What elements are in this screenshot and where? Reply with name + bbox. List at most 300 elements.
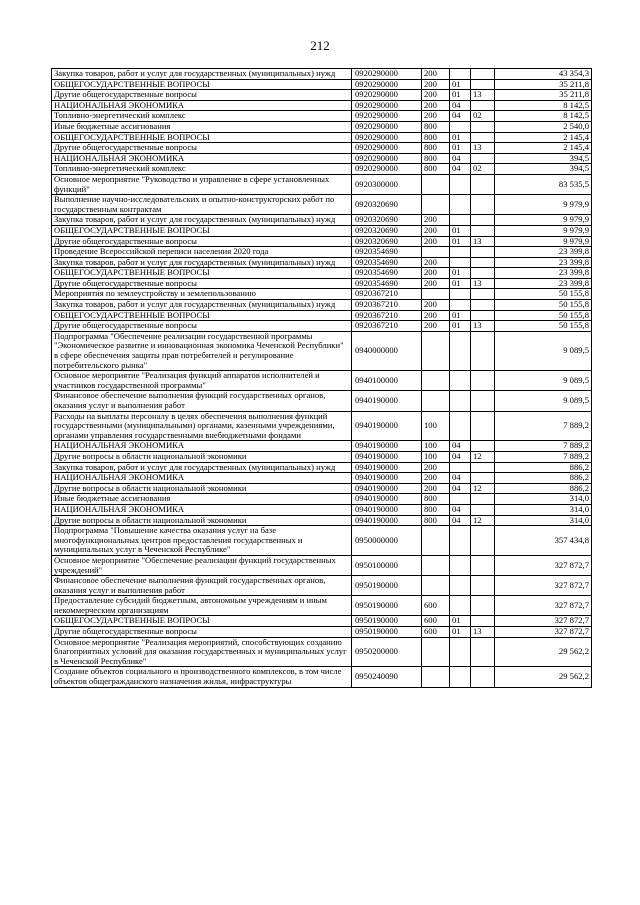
row-code: 0920290000 xyxy=(352,69,422,80)
row-subsection: 13 xyxy=(471,627,495,638)
row-subsection: 12 xyxy=(471,483,495,494)
row-name: НАЦИОНАЛЬНАЯ ЭКОНОМИКА xyxy=(52,473,352,484)
table-row xyxy=(52,627,592,638)
row-section: 04 xyxy=(450,451,471,462)
table-row xyxy=(52,225,592,236)
row-expense-type: 600 xyxy=(422,616,450,627)
row-subsection xyxy=(471,215,495,226)
row-name: ОБЩЕГОСУДАРСТВЕННЫЕ ВОПРОСЫ xyxy=(52,225,352,236)
row-code: 0940190000 xyxy=(352,483,422,494)
row-subsection xyxy=(471,526,495,556)
table-row xyxy=(52,667,592,687)
row-amount: 886,2 xyxy=(495,473,592,484)
row-code: 0950240090 xyxy=(352,667,422,687)
row-subsection: 13 xyxy=(471,143,495,154)
row-section: 04 xyxy=(450,100,471,111)
row-section: 04 xyxy=(450,515,471,526)
row-expense-type xyxy=(422,247,450,258)
row-expense-type: 200 xyxy=(422,257,450,268)
row-section xyxy=(450,195,471,215)
row-section: 04 xyxy=(450,153,471,164)
row-amount: 23 399,8 xyxy=(495,278,592,289)
row-name: Выполнение научно-исследовательских и опытно-конструкторских работ по государственным контрактам xyxy=(52,195,352,215)
table-row xyxy=(52,504,592,515)
row-subsection xyxy=(471,616,495,627)
row-amount: 9 089,5 xyxy=(495,371,592,391)
table-row xyxy=(52,494,592,505)
row-amount: 83 535,5 xyxy=(495,174,592,194)
row-subsection: 13 xyxy=(471,321,495,332)
row-expense-type: 200 xyxy=(422,225,450,236)
row-name: НАЦИОНАЛЬНАЯ ЭКОНОМИКА xyxy=(52,153,352,164)
table-row xyxy=(52,111,592,122)
table-row xyxy=(52,596,592,616)
row-amount: 327 872,7 xyxy=(495,616,592,627)
table-row xyxy=(52,331,592,370)
row-code: 0950000000 xyxy=(352,526,422,556)
row-section: 01 xyxy=(450,616,471,627)
row-code: 0950190000 xyxy=(352,616,422,627)
row-amount: 8 142,5 xyxy=(495,100,592,111)
table-row xyxy=(52,310,592,321)
table-row xyxy=(52,515,592,526)
table-row xyxy=(52,576,592,596)
row-section xyxy=(450,667,471,687)
row-code: 0920290000 xyxy=(352,111,422,122)
row-section xyxy=(450,174,471,194)
row-section: 01 xyxy=(450,143,471,154)
row-section xyxy=(450,411,471,441)
row-expense-type: 200 xyxy=(422,310,450,321)
row-amount: 9 089,5 xyxy=(495,391,592,411)
row-section: 01 xyxy=(450,321,471,332)
row-section xyxy=(450,462,471,473)
row-name: Финансовое обеспечение выполнения функций государственных органов, оказания услуг и выполнения работ xyxy=(52,576,352,596)
row-subsection: 13 xyxy=(471,90,495,101)
row-subsection xyxy=(471,300,495,311)
row-section xyxy=(450,526,471,556)
row-code: 0920320690 xyxy=(352,236,422,247)
row-subsection xyxy=(471,121,495,132)
row-amount: 35 211,8 xyxy=(495,79,592,90)
row-expense-type: 800 xyxy=(422,143,450,154)
page-number: 212 xyxy=(310,38,330,53)
row-name: Закупка товаров, работ и услуг для государственных (муниципальных) нужд xyxy=(52,462,352,473)
row-expense-type: 200 xyxy=(422,321,450,332)
table-row xyxy=(52,441,592,452)
table-row xyxy=(52,257,592,268)
table-row xyxy=(52,391,592,411)
row-section: 01 xyxy=(450,236,471,247)
row-amount: 9 979,9 xyxy=(495,195,592,215)
row-name: Расходы на выплаты персоналу в целях обеспечения выполнения функций государственными (муниципальными) органами, казенными учреждениями, органами управления государственными внебюджетными фондами xyxy=(52,411,352,441)
row-name: Закупка товаров, работ и услуг для государственных (муниципальных) нужд xyxy=(52,300,352,311)
row-code: 0940100000 xyxy=(352,371,422,391)
row-code: 0920290000 xyxy=(352,153,422,164)
row-section xyxy=(450,494,471,505)
row-expense-type xyxy=(422,667,450,687)
table-row xyxy=(52,143,592,154)
row-subsection: 13 xyxy=(471,278,495,289)
row-section: 04 xyxy=(450,473,471,484)
table-row xyxy=(52,132,592,143)
row-name: НАЦИОНАЛЬНАЯ ЭКОНОМИКА xyxy=(52,504,352,515)
row-section xyxy=(450,391,471,411)
row-expense-type: 800 xyxy=(422,121,450,132)
row-amount: 23 399,8 xyxy=(495,268,592,279)
table-row xyxy=(52,79,592,90)
row-amount: 9 979,9 xyxy=(495,225,592,236)
row-section: 01 xyxy=(450,310,471,321)
row-code: 0940190000 xyxy=(352,462,422,473)
table-row xyxy=(52,526,592,556)
row-code: 0950190000 xyxy=(352,576,422,596)
row-name: ОБЩЕГОСУДАРСТВЕННЫЕ ВОПРОСЫ xyxy=(52,268,352,279)
row-name: Основное мероприятие "Реализация мероприятий, способствующих созданию благоприятных условий для оказания государственных и муниципальных услуг в Чеченской Республике" xyxy=(52,637,352,667)
row-name: Другие общегосударственные вопросы xyxy=(52,143,352,154)
row-section xyxy=(450,247,471,258)
row-section xyxy=(450,121,471,132)
table-row xyxy=(52,616,592,627)
table-row xyxy=(52,411,592,441)
row-name: Мероприятия по землеустройству и землепользованию xyxy=(52,289,352,300)
row-subsection xyxy=(471,576,495,596)
row-expense-type: 200 xyxy=(422,100,450,111)
row-expense-type: 200 xyxy=(422,215,450,226)
row-name: Другие общегосударственные вопросы xyxy=(52,90,352,101)
table-row xyxy=(52,121,592,132)
row-name: Закупка товаров, работ и услуг для государственных (муниципальных) нужд xyxy=(52,215,352,226)
row-expense-type xyxy=(422,289,450,300)
row-subsection xyxy=(471,289,495,300)
row-expense-type xyxy=(422,331,450,370)
row-expense-type: 200 xyxy=(422,236,450,247)
row-subsection xyxy=(471,637,495,667)
row-expense-type xyxy=(422,174,450,194)
row-name: Подпрограмма "Повышение качества оказания услуг на базе многофункциональных центров предоставления государственных и муниципальных услуг в Чеченской Республике" xyxy=(52,526,352,556)
row-section: 01 xyxy=(450,79,471,90)
row-expense-type: 200 xyxy=(422,90,450,101)
row-expense-type: 800 xyxy=(422,494,450,505)
row-subsection xyxy=(471,268,495,279)
row-code: 0920367210 xyxy=(352,300,422,311)
row-code: 0950190000 xyxy=(352,596,422,616)
table-row xyxy=(52,451,592,462)
row-amount: 50 155,8 xyxy=(495,321,592,332)
table-row xyxy=(52,100,592,111)
table-row xyxy=(52,164,592,175)
row-section xyxy=(450,300,471,311)
row-code: 0940190000 xyxy=(352,504,422,515)
row-amount: 314,0 xyxy=(495,494,592,505)
table-row xyxy=(52,289,592,300)
row-amount: 50 155,8 xyxy=(495,300,592,311)
row-name: НАЦИОНАЛЬНАЯ ЭКОНОМИКА xyxy=(52,100,352,111)
row-section: 04 xyxy=(450,483,471,494)
row-name: Закупка товаров, работ и услуг для государственных (муниципальных) нужд xyxy=(52,257,352,268)
row-amount: 7 889,2 xyxy=(495,441,592,452)
row-subsection xyxy=(471,473,495,484)
row-code: 0920290000 xyxy=(352,100,422,111)
row-amount: 7 889,2 xyxy=(495,411,592,441)
row-amount: 327 872,7 xyxy=(495,576,592,596)
row-amount: 50 155,8 xyxy=(495,289,592,300)
table-body xyxy=(52,69,592,688)
row-amount: 29 562,2 xyxy=(495,667,592,687)
row-code: 0950100000 xyxy=(352,555,422,575)
row-subsection xyxy=(471,257,495,268)
row-name: Другие вопросы в области национальной экономики xyxy=(52,515,352,526)
table-row xyxy=(52,236,592,247)
row-code: 0920320690 xyxy=(352,215,422,226)
row-amount: 43 354,3 xyxy=(495,69,592,80)
row-amount: 2 145,4 xyxy=(495,143,592,154)
table-row xyxy=(52,215,592,226)
row-code: 0940190000 xyxy=(352,515,422,526)
row-subsection xyxy=(471,153,495,164)
row-code: 0920290000 xyxy=(352,132,422,143)
row-name: Другие вопросы в области национальной экономики xyxy=(52,483,352,494)
row-subsection xyxy=(471,331,495,370)
row-subsection xyxy=(471,100,495,111)
row-amount: 357 434,8 xyxy=(495,526,592,556)
table-row xyxy=(52,473,592,484)
row-code: 0940190000 xyxy=(352,451,422,462)
row-code: 0940190000 xyxy=(352,473,422,484)
row-section: 01 xyxy=(450,132,471,143)
row-amount: 2 145,4 xyxy=(495,132,592,143)
row-amount: 9 089,5 xyxy=(495,331,592,370)
row-section: 04 xyxy=(450,504,471,515)
row-code: 0920367210 xyxy=(352,289,422,300)
row-expense-type: 100 xyxy=(422,451,450,462)
row-amount: 394,5 xyxy=(495,164,592,175)
row-section xyxy=(450,576,471,596)
row-code: 0920354690 xyxy=(352,257,422,268)
row-subsection xyxy=(471,79,495,90)
row-expense-type: 200 xyxy=(422,483,450,494)
table-row xyxy=(52,462,592,473)
row-name: Подпрограмма "Обеспечение реализации государственной программы "Экономическое развитие и инновационная экономика Чеченской Республики" в сфере обеспечения защиты прав потребителей и регулирование потребительского рынка" xyxy=(52,331,352,370)
row-name: Другие общегосударственные вопросы xyxy=(52,627,352,638)
row-section xyxy=(450,371,471,391)
row-amount: 327 872,7 xyxy=(495,627,592,638)
row-name: ОБЩЕГОСУДАРСТВЕННЫЕ ВОПРОСЫ xyxy=(52,616,352,627)
row-name: НАЦИОНАЛЬНАЯ ЭКОНОМИКА xyxy=(52,441,352,452)
row-expense-type xyxy=(422,637,450,667)
table-row xyxy=(52,69,592,80)
row-section xyxy=(450,289,471,300)
row-name: ОБЩЕГОСУДАРСТВЕННЫЕ ВОПРОСЫ xyxy=(52,310,352,321)
row-name: Топливно-энергетический комплекс xyxy=(52,164,352,175)
row-subsection xyxy=(471,247,495,258)
row-expense-type xyxy=(422,391,450,411)
row-code: 0920367210 xyxy=(352,321,422,332)
row-expense-type: 200 xyxy=(422,278,450,289)
row-subsection xyxy=(471,494,495,505)
row-subsection xyxy=(471,504,495,515)
row-amount: 314,0 xyxy=(495,504,592,515)
table-row xyxy=(52,555,592,575)
row-subsection xyxy=(471,596,495,616)
row-code: 0920300000 xyxy=(352,174,422,194)
row-expense-type xyxy=(422,555,450,575)
row-subsection xyxy=(471,371,495,391)
row-code: 0920290000 xyxy=(352,79,422,90)
row-name: Другие вопросы в области национальной экономики xyxy=(52,451,352,462)
row-expense-type: 200 xyxy=(422,268,450,279)
row-code: 0940190000 xyxy=(352,494,422,505)
table-row xyxy=(52,300,592,311)
row-name: Финансовое обеспечение выполнения функций государственных органов, оказания услуг и выполнения работ xyxy=(52,391,352,411)
row-subsection: 02 xyxy=(471,164,495,175)
row-expense-type: 200 xyxy=(422,69,450,80)
row-expense-type: 200 xyxy=(422,111,450,122)
row-amount: 35 211,8 xyxy=(495,90,592,101)
budget-table xyxy=(51,68,592,688)
row-section: 04 xyxy=(450,441,471,452)
table-row xyxy=(52,174,592,194)
row-code: 0920320690 xyxy=(352,195,422,215)
row-section xyxy=(450,555,471,575)
row-code: 0940190000 xyxy=(352,441,422,452)
row-subsection: 12 xyxy=(471,515,495,526)
row-section xyxy=(450,331,471,370)
row-amount: 327 872,7 xyxy=(495,596,592,616)
row-code: 0920290000 xyxy=(352,90,422,101)
row-expense-type: 800 xyxy=(422,153,450,164)
row-section xyxy=(450,596,471,616)
row-name: Другие общегосударственные вопросы xyxy=(52,278,352,289)
row-code: 0920354690 xyxy=(352,278,422,289)
row-amount: 9 979,9 xyxy=(495,236,592,247)
row-subsection xyxy=(471,667,495,687)
row-name: Другие общегосударственные вопросы xyxy=(52,321,352,332)
row-name: Проведение Всероссийской переписи населения 2020 года xyxy=(52,247,352,258)
row-subsection xyxy=(471,174,495,194)
row-subsection: 12 xyxy=(471,451,495,462)
row-section: 01 xyxy=(450,268,471,279)
row-subsection: 02 xyxy=(471,111,495,122)
row-name: Другие общегосударственные вопросы xyxy=(52,236,352,247)
table-row xyxy=(52,637,592,667)
row-expense-type: 600 xyxy=(422,627,450,638)
row-subsection xyxy=(471,555,495,575)
row-section: 04 xyxy=(450,111,471,122)
row-code: 0920354690 xyxy=(352,247,422,258)
row-amount: 9 979,9 xyxy=(495,215,592,226)
row-section xyxy=(450,257,471,268)
row-expense-type xyxy=(422,371,450,391)
row-subsection xyxy=(471,69,495,80)
table-row xyxy=(52,247,592,258)
row-code: 0920290000 xyxy=(352,143,422,154)
row-code: 0940000000 xyxy=(352,331,422,370)
row-code: 0940190000 xyxy=(352,411,422,441)
row-section: 01 xyxy=(450,225,471,236)
table-row xyxy=(52,483,592,494)
row-code: 0950190000 xyxy=(352,627,422,638)
row-name: Топливно-энергетический комплекс xyxy=(52,111,352,122)
row-amount: 29 562,2 xyxy=(495,637,592,667)
row-amount: 394,5 xyxy=(495,153,592,164)
row-code: 0920290000 xyxy=(352,121,422,132)
table-row xyxy=(52,371,592,391)
table-row xyxy=(52,321,592,332)
row-amount: 886,2 xyxy=(495,462,592,473)
row-expense-type: 200 xyxy=(422,473,450,484)
row-code: 0920367210 xyxy=(352,310,422,321)
row-code: 0920290000 xyxy=(352,164,422,175)
table-row xyxy=(52,278,592,289)
row-subsection: 13 xyxy=(471,236,495,247)
row-expense-type: 200 xyxy=(422,300,450,311)
row-name: ОБЩЕГОСУДАРСТВЕННЫЕ ВОПРОСЫ xyxy=(52,79,352,90)
row-amount: 23 399,8 xyxy=(495,247,592,258)
row-expense-type: 800 xyxy=(422,504,450,515)
row-expense-type: 800 xyxy=(422,164,450,175)
row-subsection xyxy=(471,310,495,321)
row-name: Основное мероприятие "Обеспечение реализации функций государственных учреждений" xyxy=(52,555,352,575)
table-row xyxy=(52,268,592,279)
row-expense-type: 200 xyxy=(422,79,450,90)
row-name: Основное мероприятие "Реализация функций аппаратов исполнителей и участников государственной программы" xyxy=(52,371,352,391)
row-name: Основное мероприятие "Руководство и управление в сфере установленных функций" xyxy=(52,174,352,194)
row-name: Иные бюджетные ассигнования xyxy=(52,494,352,505)
row-subsection xyxy=(471,132,495,143)
row-subsection xyxy=(471,462,495,473)
row-expense-type xyxy=(422,195,450,215)
row-code: 0940190000 xyxy=(352,391,422,411)
row-amount: 314,0 xyxy=(495,515,592,526)
row-subsection xyxy=(471,195,495,215)
table-row xyxy=(52,153,592,164)
row-subsection xyxy=(471,391,495,411)
row-section: 01 xyxy=(450,90,471,101)
row-amount: 327 872,7 xyxy=(495,555,592,575)
row-amount: 50 155,8 xyxy=(495,310,592,321)
row-expense-type: 200 xyxy=(422,462,450,473)
row-amount: 2 540,0 xyxy=(495,121,592,132)
row-amount: 8 142,5 xyxy=(495,111,592,122)
row-code: 0950200000 xyxy=(352,637,422,667)
row-amount: 7 889,2 xyxy=(495,451,592,462)
row-name: Предоставление субсидий бюджетным, автономным учреждениям и иным некоммерческим организациям xyxy=(52,596,352,616)
row-section: 01 xyxy=(450,278,471,289)
row-expense-type: 100 xyxy=(422,411,450,441)
row-section: 01 xyxy=(450,627,471,638)
row-expense-type xyxy=(422,526,450,556)
row-subsection xyxy=(471,411,495,441)
row-code: 0920320690 xyxy=(352,225,422,236)
row-amount: 23 399,8 xyxy=(495,257,592,268)
row-section: 04 xyxy=(450,164,471,175)
row-subsection xyxy=(471,225,495,236)
row-amount: 886,2 xyxy=(495,483,592,494)
row-expense-type xyxy=(422,576,450,596)
row-expense-type: 600 xyxy=(422,596,450,616)
row-name: Закупка товаров, работ и услуг для государственных (муниципальных) нужд xyxy=(52,69,352,80)
row-code: 0920354690 xyxy=(352,268,422,279)
row-expense-type: 800 xyxy=(422,515,450,526)
table-row xyxy=(52,195,592,215)
row-section xyxy=(450,637,471,667)
table-row xyxy=(52,90,592,101)
row-expense-type: 800 xyxy=(422,132,450,143)
row-name: Иные бюджетные ассигнования xyxy=(52,121,352,132)
row-expense-type: 100 xyxy=(422,441,450,452)
row-section xyxy=(450,215,471,226)
